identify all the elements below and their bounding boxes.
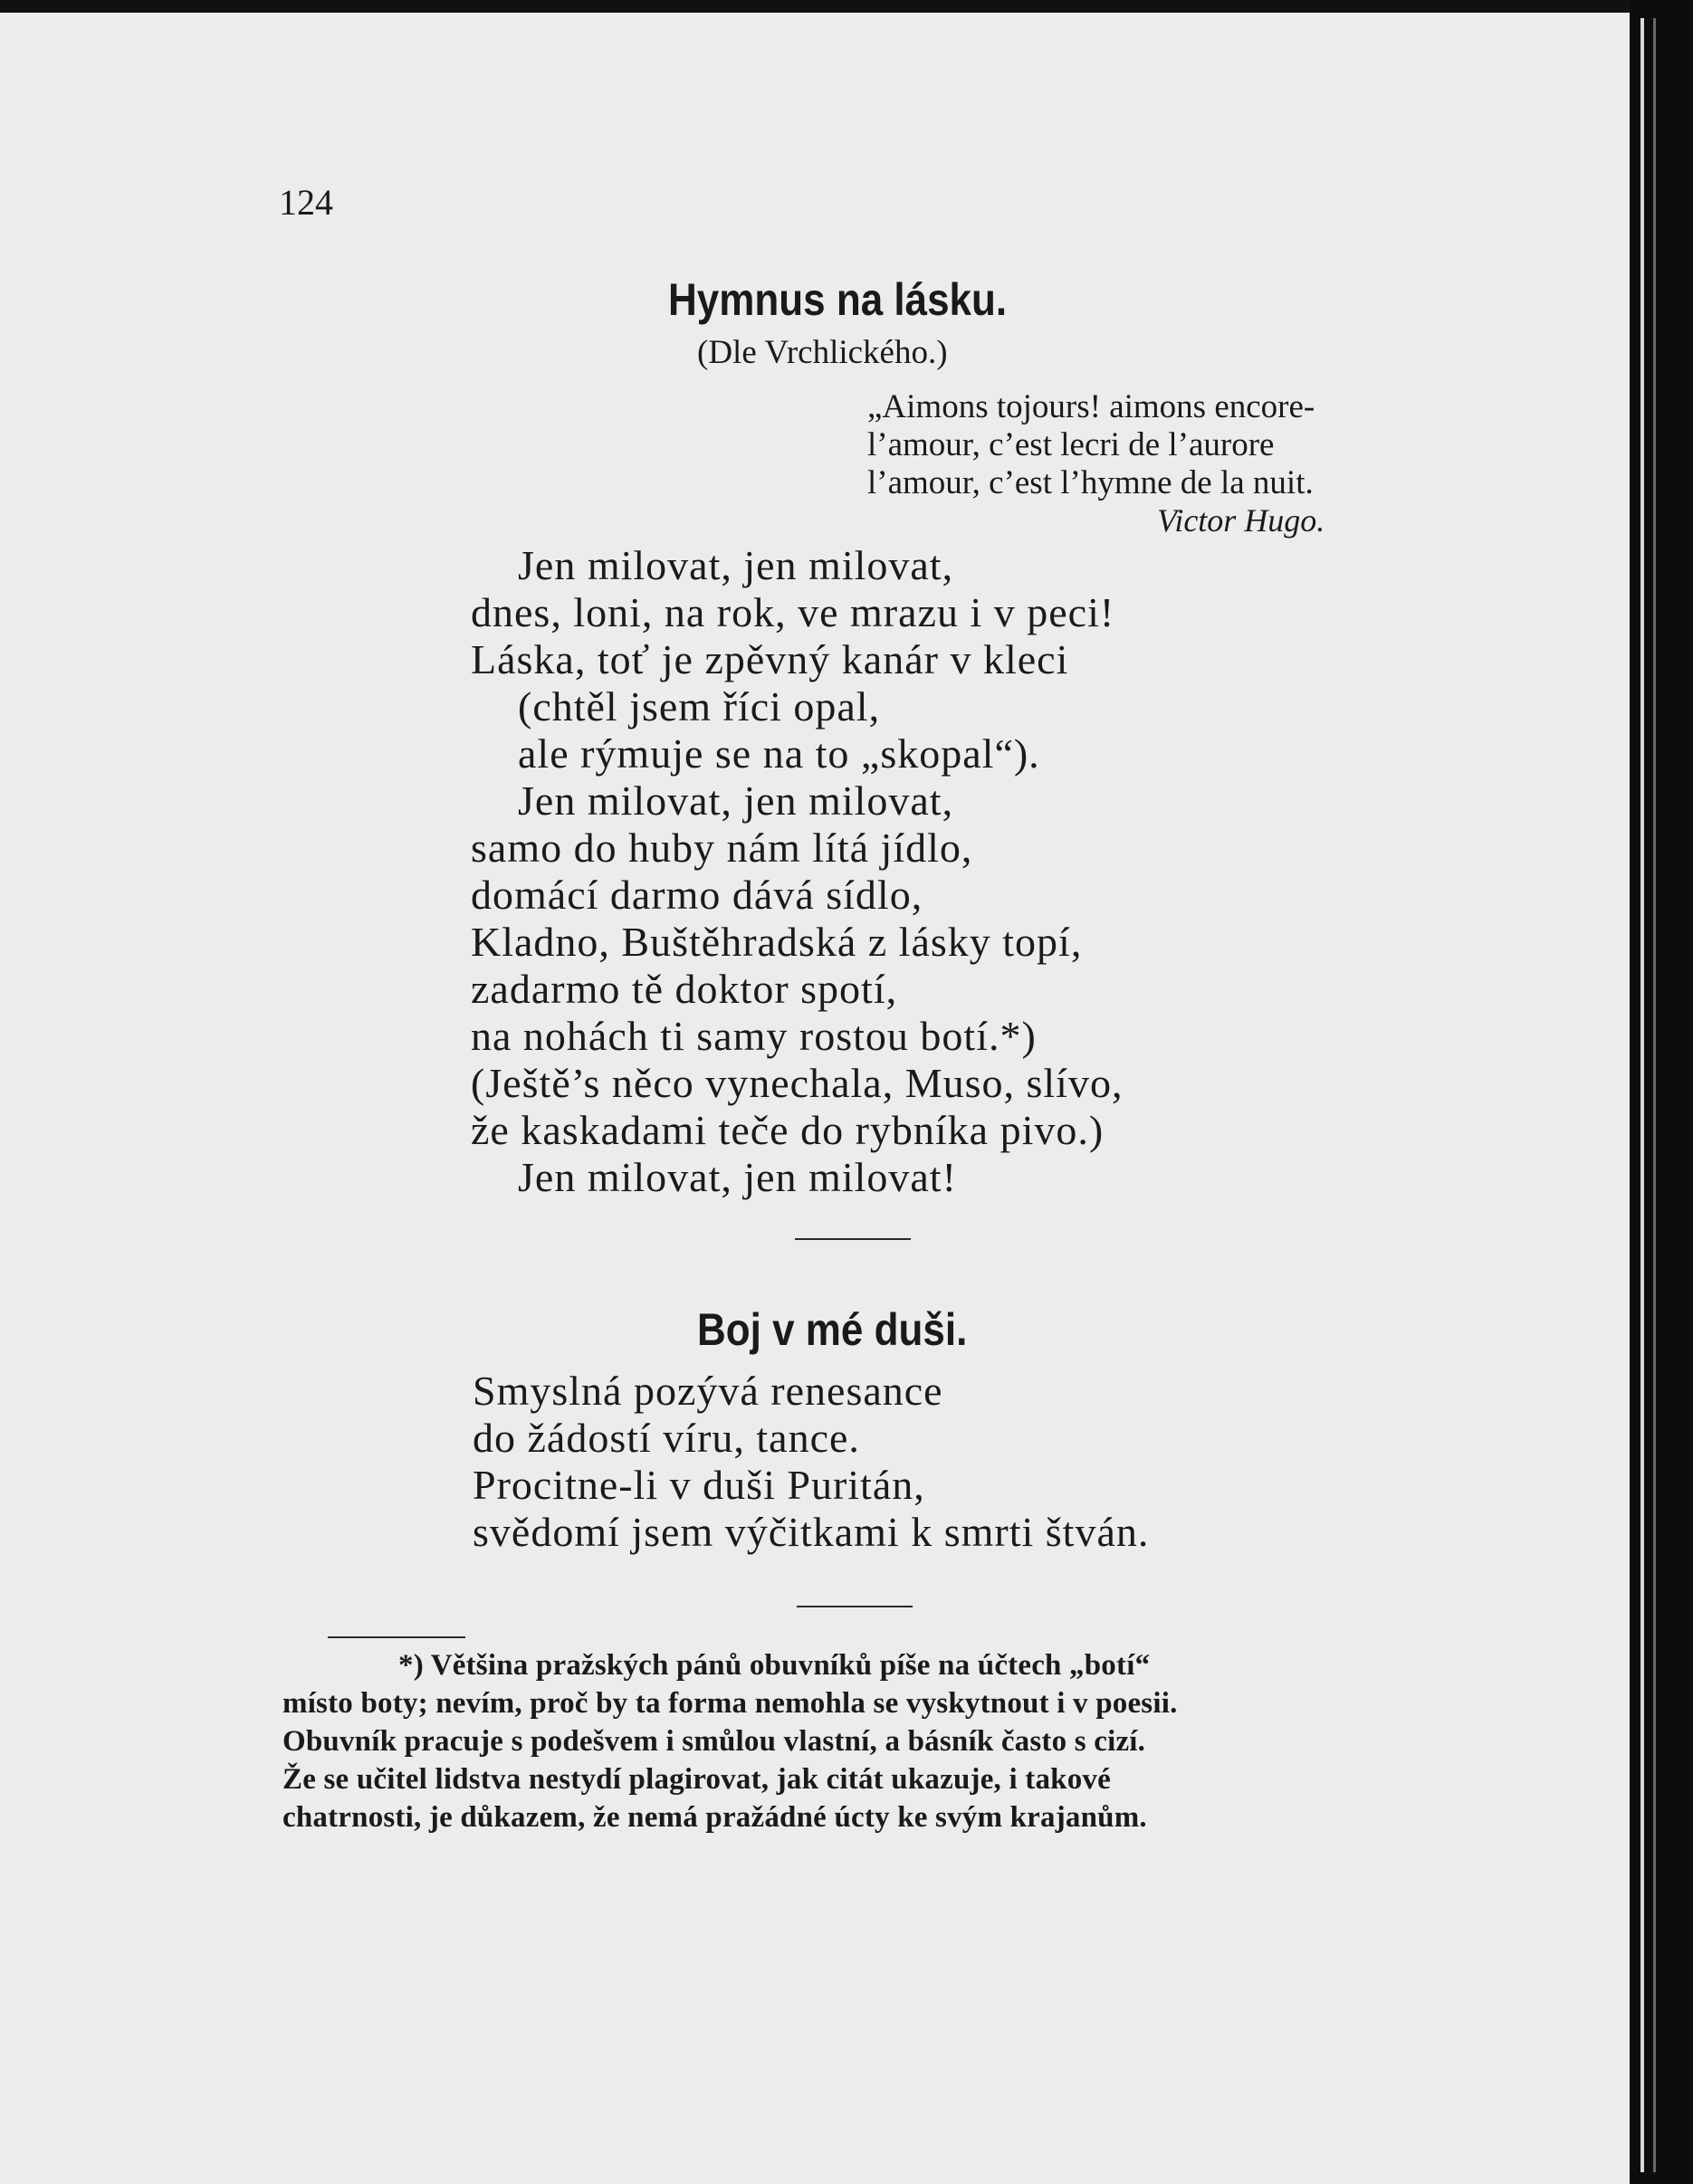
verse-line: dnes, loni, na rok, ve mrazu i v peci! (471, 589, 1115, 635)
scan-edge (1630, 0, 1693, 2184)
section-divider (797, 1606, 913, 1607)
page-number: 124 (279, 182, 333, 223)
verse-line: (Ještě’s něco vynechala, Muso, slívo, (471, 1060, 1124, 1106)
poem-title: Hymnus na lásku. (668, 274, 1008, 325)
verse-line: do žádostí víru, tance. (473, 1415, 860, 1461)
verse-line: zadarmo tě doktor spotí, (471, 966, 898, 1012)
epigraph-line: l’amour, c’est lecri de l’aurore (867, 426, 1275, 463)
verse-line: Procitne-li v duši Puritán, (473, 1462, 925, 1508)
poem-subtitle: (Dle Vrchlického.) (697, 334, 948, 371)
footnote-rule (328, 1636, 465, 1638)
scan-edge-line (1653, 18, 1656, 2172)
epigraph-author: Victor Hugo. (1157, 502, 1325, 539)
verse-line: Kladno, Buštěhradská z lásky topí, (471, 919, 1083, 965)
verse-line: Jen milovat, jen milovat! (518, 1154, 957, 1200)
footnote-line: chatrnosti, je důkazem, že nemá pražádné úcty ke svým krajanům. (282, 1801, 1147, 1834)
footnote-line: *) Většina pražských pánů obuvníků píše na účtech „botí“ (398, 1649, 1151, 1682)
verse-line: ale rýmuje se na to „skopal“). (518, 730, 1040, 777)
verse-line: Smyslná pozývá renesance (473, 1368, 943, 1414)
verse-line: samo do huby nám lítá jídlo, (471, 825, 973, 871)
verse-line: domácí darmo dává sídlo, (471, 872, 923, 918)
scan-edge-line (1640, 18, 1644, 2172)
verse-line: (chtěl jsem říci opal, (518, 683, 881, 730)
section-divider (795, 1238, 911, 1240)
footnote-line: místo boty; nevím, proč by ta forma nemohla se vyskytnout i v poesii. (282, 1687, 1178, 1720)
verse-line: Jen milovat, jen milovat, (518, 542, 954, 588)
footnote-line: Obuvník pracuje s podešvem i smůlou vlastní, a básník často s cizí. (282, 1725, 1146, 1758)
epigraph-line: l’amour, c’est l’hymne de la nuit. (867, 464, 1314, 501)
epigraph-line: „Aimons tojours! aimons encore- (867, 388, 1315, 425)
verse-line: svědomí jsem výčitkami k smrti štván. (473, 1509, 1150, 1555)
poem-title: Boj v mé duši. (697, 1304, 968, 1355)
verse-line: Láska, toť je zpěvný kanár v kleci (471, 636, 1069, 682)
footnote-line: Že se učitel lidstva nestydí plagirovat, jak citát ukazuje, i takové (282, 1763, 1111, 1796)
verse-line: na nohách ti samy rostou botí.*) (471, 1013, 1037, 1059)
verse-line: Jen milovat, jen milovat, (518, 777, 954, 824)
verse-line: že kaskadami teče do rybníka pivo.) (471, 1107, 1105, 1153)
